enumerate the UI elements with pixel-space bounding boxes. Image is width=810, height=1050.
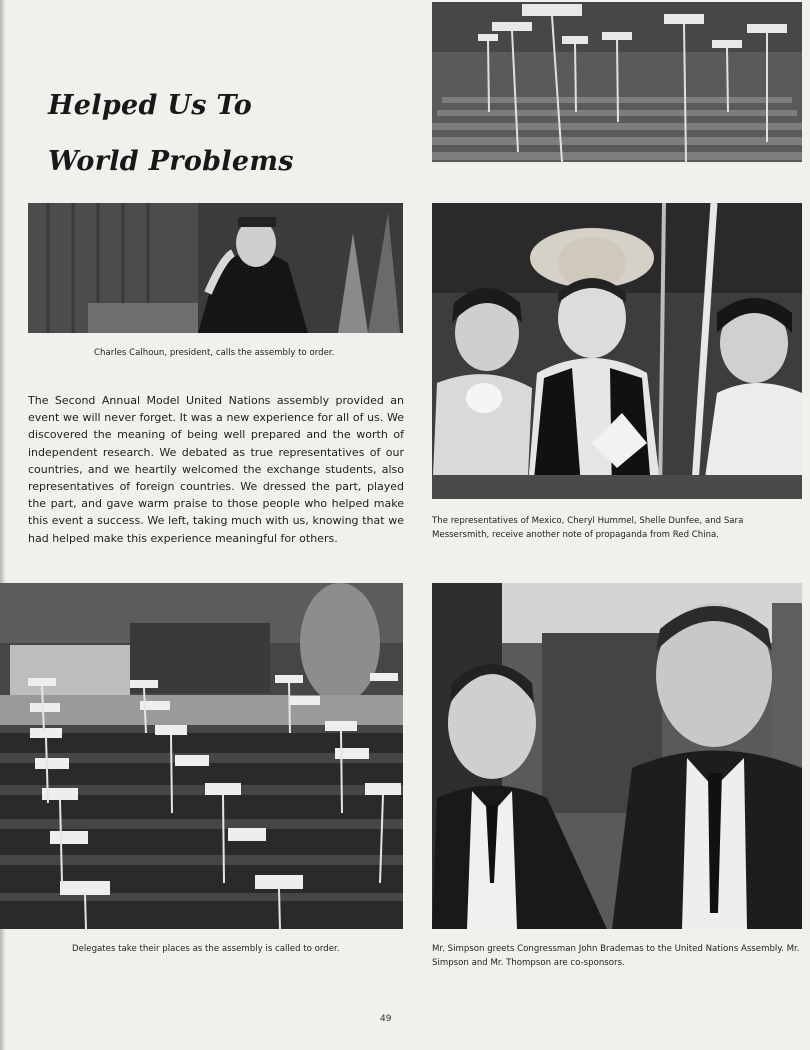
simpson-brademas-photo	[432, 583, 802, 929]
delegates-photo	[0, 583, 403, 929]
calhoun-photo	[28, 203, 403, 333]
simpson-caption: Mr. Simpson greets Congressman John Brademas to the United Nations Assembly. Mr. Simpson and Mr. Thompson are co-sponsors.	[432, 944, 800, 968]
mexico-caption: The representatives of Mexico, Cheryl Hummel, Shelle Dunfee, and Sara Messersmith, receive another note of propaganda from Red China.	[432, 516, 744, 540]
mexico-delegates-photo	[432, 203, 802, 499]
title-line-2: World Problems	[48, 146, 294, 177]
calhoun-caption: Charles Calhoun, president, calls the assembly to order.	[94, 348, 335, 358]
delegates-caption: Delegates take their places as the assembly is called to order.	[72, 944, 340, 954]
page-title	[48, 78, 378, 190]
assembly-hall-photo	[432, 2, 802, 162]
title-line-1: Helped Us To	[48, 90, 253, 121]
page-number: 49	[380, 1014, 392, 1024]
article-body: The Second Annual Model United Nations assembly provided an event we will never forget. It was a new experience for all of us. We discovered the meaning of being well prepared and the worth of independent research. We debated as true representatives of our countries, and we heartily welcomed the exchange students, also representatives of foreign countries. We dressed the part, played the part, and gave warm praise to those people who helped make this event a success. We left, taking much with us, knowing that we had helped make this experience meaningful for others.	[28, 394, 404, 545]
